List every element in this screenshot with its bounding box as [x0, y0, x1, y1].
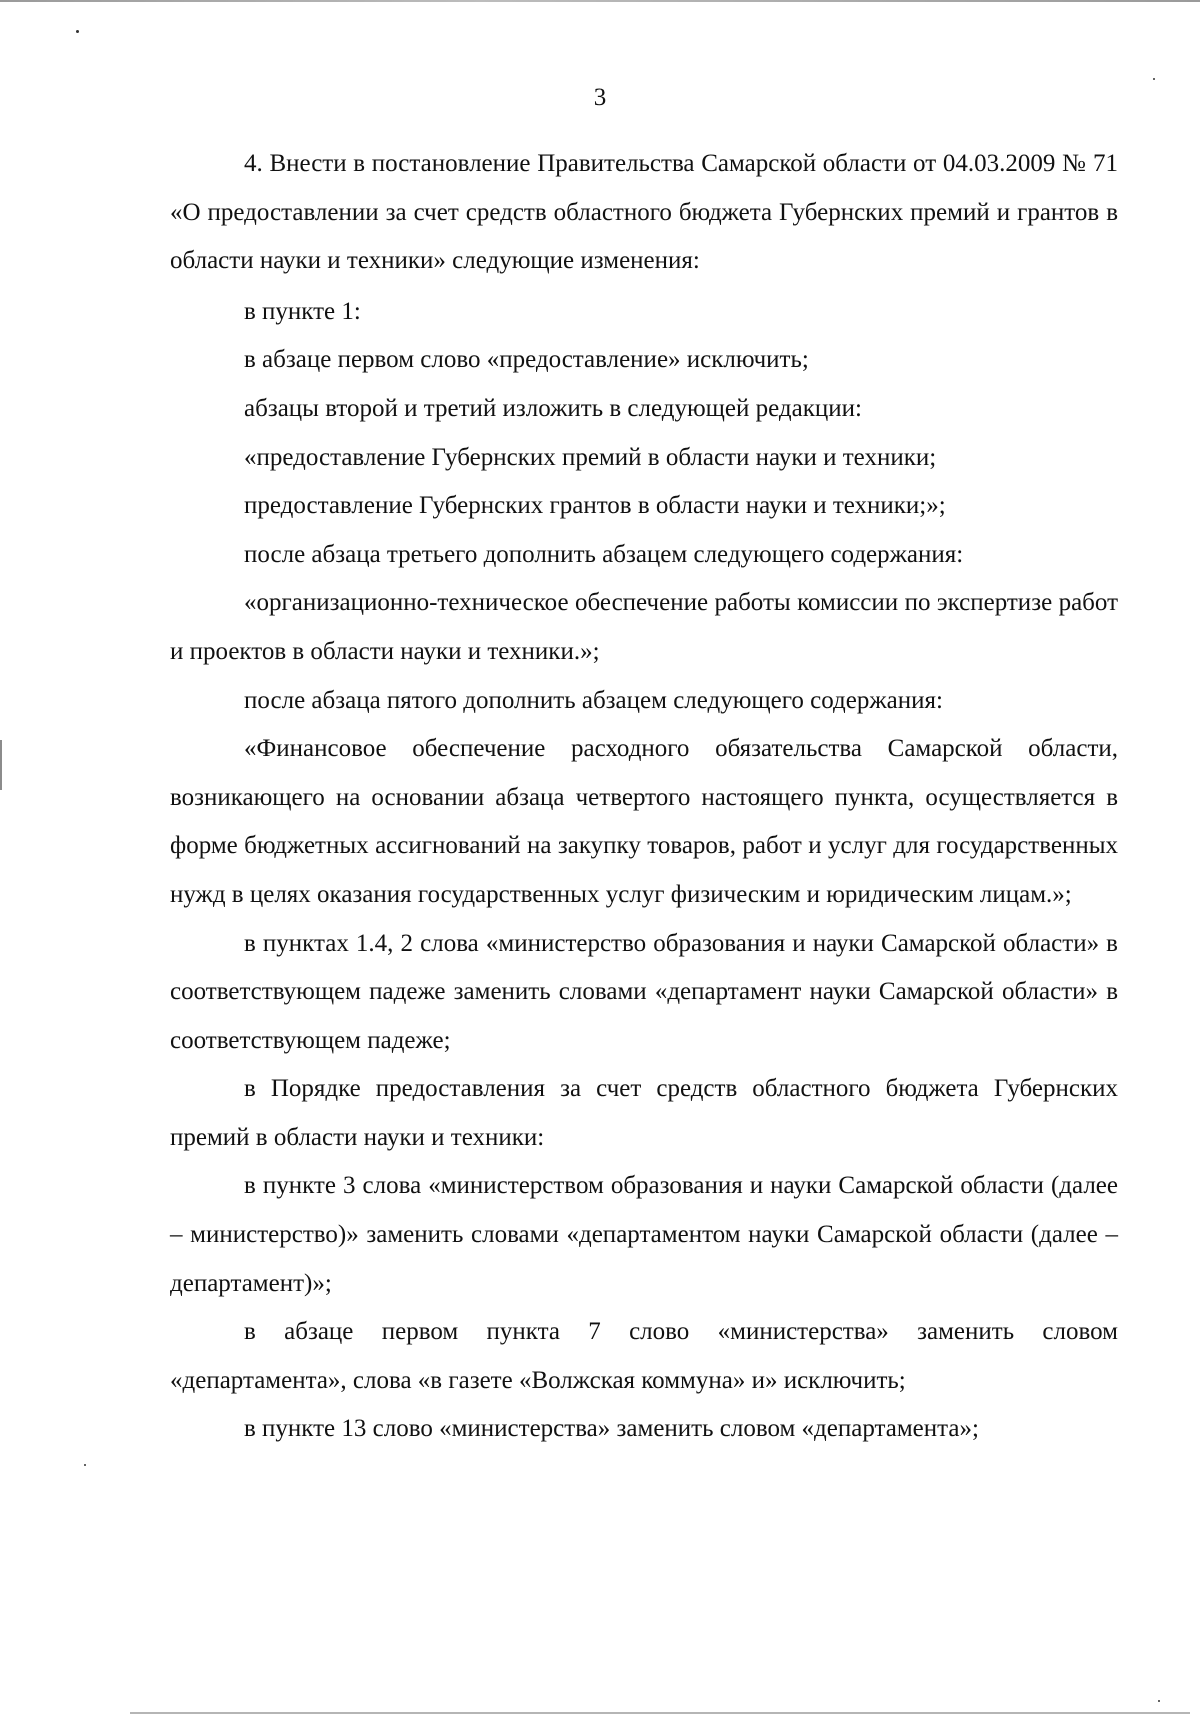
paragraph: в пункте 3 слова «министерством образования и науки Самарской области (далее – министерство)» заменить словами «департаментом науки Самарской области (далее – департамент)»; [170, 1172, 1118, 1297]
paragraph: в Порядке предоставления за счет средств областного бюджета Губернских премий в области науки и техники: [170, 1075, 1118, 1151]
paragraph: «Финансовое обеспечение расходного обязательства Самарской области, возникающего на основании абзаца четвертого настоящего пункта, осуществляется в форме бюджетных ассигнований на закупку товаров, работ и услуг для государственных нужд в целях оказания государственных услуг физическим и юридическим лицам.»; [170, 735, 1118, 908]
scan-speck [84, 1464, 86, 1466]
paragraph-item-4: 4. Внести в постановление Правительства Самарской области от 04.03.2009 № 71 «О предоставлении за счет средств областного бюджета Губернских премий и грантов в области науки и техники» следующие изменения: [170, 150, 1118, 275]
scan-top-edge [0, 0, 1200, 2]
paragraph: после абзаца третьего дополнить абзацем следующего содержания: [244, 540, 964, 568]
paragraph: в пункте 13 слово «министерства» заменить словом «департамента»; [244, 1415, 979, 1443]
document-body [170, 140, 1118, 1454]
scan-speck [76, 30, 79, 33]
paragraph: в абзаце первом слово «предоставление» исключить; [244, 346, 809, 374]
paragraph: в пунктах 1.4, 2 слова «министерство образования и науки Самарской области» в соответствующем падеже заменить словами «департамент науки Самарской области» в соответствующем падеже; [170, 929, 1118, 1054]
scan-bottom-edge [130, 1712, 1190, 1714]
paragraph: предоставление Губернских грантов в области науки и техники;»; [244, 492, 946, 520]
paragraph: абзацы второй и третий изложить в следующей редакции: [244, 394, 862, 422]
paragraph: в абзаце первом пункта 7 слово «министерства» заменить словом «департамента», слова «в газете «Волжская коммуна» и» исключить; [170, 1318, 1118, 1394]
paragraph: после абзаца пятого дополнить абзацем следующего содержания: [244, 686, 943, 714]
paragraph: «предоставление Губернских премий в области науки и техники; [244, 443, 937, 471]
page-number: 3 [593, 84, 607, 111]
paragraph: «организационно-техническое обеспечение работы комиссии по экспертизе работ и проектов в области науки и техники.»; [170, 589, 1118, 665]
scan-speck [1153, 78, 1155, 80]
scan-speck [1158, 1700, 1160, 1702]
paragraph: в пункте 1: [244, 297, 361, 325]
scan-left-mark [0, 740, 2, 790]
